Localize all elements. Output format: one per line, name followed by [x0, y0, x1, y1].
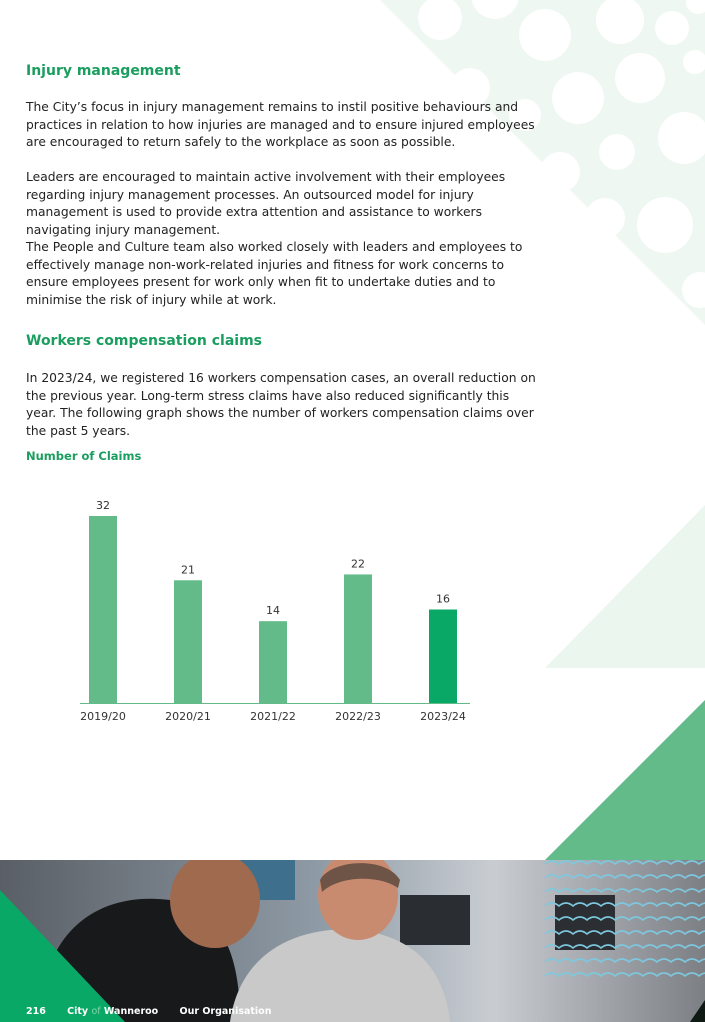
- bar-2020/21: [174, 580, 202, 703]
- paragraph-2: Leaders are encouraged to maintain active involvement with their employees regarding injury management processes. An outsourced model for injury management is used to provide extra attention and assistance to workers navigating injury management.: [26, 170, 506, 237]
- section-name: Our Organisation: [179, 1006, 272, 1017]
- data-label-2021/22: 14: [266, 604, 280, 618]
- chart-title: Number of Claims: [26, 449, 142, 463]
- injury-management-heading: Injury management: [26, 63, 181, 79]
- data-label-2019/20: 32: [96, 499, 110, 512]
- org-name-wanneroo: Wanneroo: [103, 1006, 159, 1017]
- paragraph-4: In 2023/24, we registered 16 workers compensation cases, an overall reduction on the previous year. Long-term stress claims have also reduced significantly this year. The following graph shows the number of workers compensation claims over the past 5 years.: [26, 371, 536, 438]
- tick-label-2020/21: 2020/21: [165, 710, 211, 723]
- org-name-city: City: [67, 1006, 89, 1017]
- staff-photo: [0, 860, 705, 1022]
- tick-label-2023/24: 2023/24: [420, 710, 466, 723]
- org-name-of: of: [91, 1006, 101, 1017]
- workers-compensation-heading: Workers compensation claims: [26, 333, 262, 349]
- tick-label-2021/22: 2021/22: [250, 710, 296, 723]
- tick-label-2022/23: 2022/23: [335, 710, 381, 723]
- tick-label-2019/20: 2019/20: [80, 710, 126, 723]
- bar-2019/20: [89, 516, 117, 703]
- data-label-2020/21: 21: [181, 563, 195, 577]
- data-label-2023/24: 16: [436, 592, 450, 606]
- page-footer: [26, 1006, 289, 1017]
- page-number: 216: [26, 1006, 46, 1017]
- bar-2023/24: [429, 610, 457, 704]
- paragraph-3: The People and Culture team also worked closely with leaders and employees to effectively manage non-work-related injuries and fitness for work concerns to ensure employees present for work only when fit to undertake duties and to minimise the risk of injury while at work.: [26, 240, 523, 307]
- data-label-2022/23: 22: [351, 557, 365, 571]
- claims-bar-chart: [60, 480, 480, 730]
- paragraph-1: The City’s focus in injury management remains to instil positive behaviours and practices in relation to how injuries are managed and to ensure injured employees are encouraged to return safely to the workplace as soon as possible.: [26, 100, 535, 150]
- org-name: [67, 1006, 158, 1017]
- bar-2021/22: [259, 621, 287, 703]
- bar-2022/23: [344, 574, 372, 703]
